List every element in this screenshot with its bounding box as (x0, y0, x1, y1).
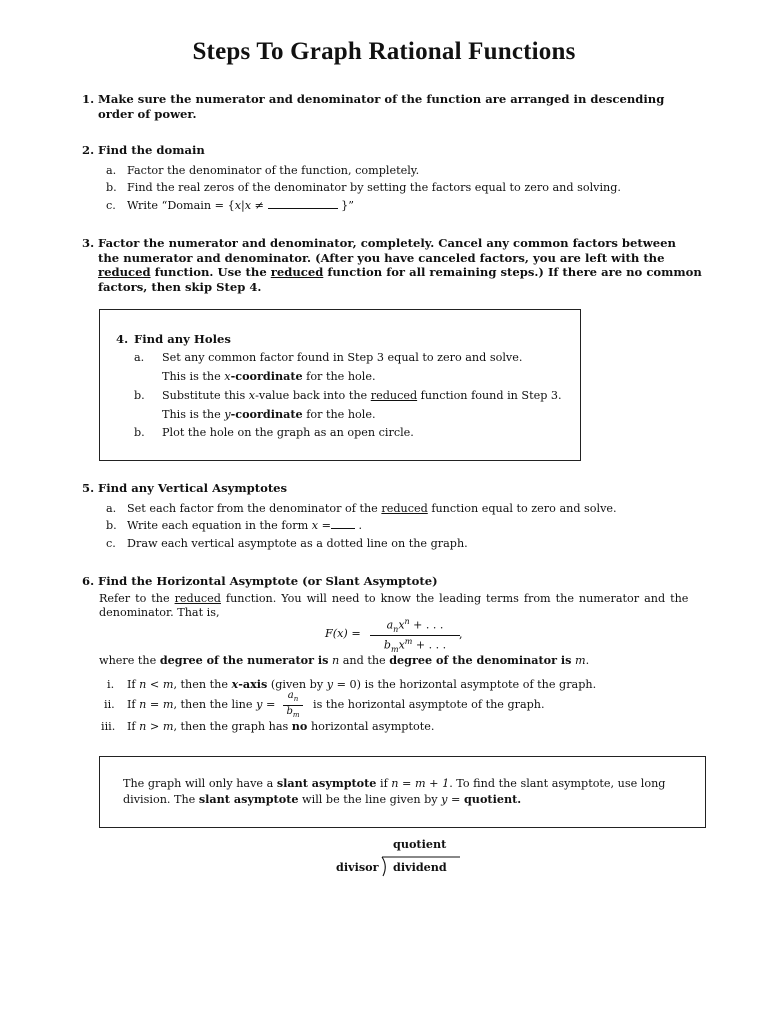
step-4b-label: b. (134, 389, 145, 402)
step-6-number: 6. (82, 574, 95, 588)
step-2-number: 2. (82, 143, 95, 157)
formula-fraction (370, 617, 460, 654)
case-ii-fraction-numerator: $a_n$ (283, 690, 303, 706)
step-3-line-3: reduced function. Use the reduced function for all remaining steps.) If there are no common (98, 265, 702, 279)
division-bracket (376, 854, 462, 878)
step-5-heading: Find any Vertical Asymptotes (98, 481, 288, 495)
division-quotient: quotient (393, 837, 447, 851)
step-5b-label: b. (106, 519, 117, 532)
step-4c-label: b. (134, 426, 145, 439)
step-3-line-2: the numerator and denominator. (After you have canceled factors, you are left with the (98, 250, 665, 265)
equation-blank (331, 518, 355, 529)
formula-comma: , (459, 628, 463, 641)
case-iii-text: If n > m, then the graph has no horizontal asymptote. (127, 719, 435, 733)
slant-line-1: The graph will only have a slant asymptote if n = m + 1. To find the slant asymptote, use long (123, 776, 666, 790)
step-6-heading: Find the Horizontal Asymptote (or Slant Asymptote) (98, 574, 438, 588)
case-i-text: If n < m, then the x-axis (given by y = 0) is the horizontal asymptote of the graph. (127, 677, 597, 691)
step-6-paragraph-line-1: Refer to the reduced function. You will need to know the leading terms from the numerator and the (99, 592, 689, 605)
division-dividend: dividend (393, 860, 447, 874)
slant-line-2: division. The slant asymptote will be the line given by y = quotient. (123, 792, 522, 806)
degree-sentence: where the degree of the numerator is n and the degree of the denominator is m. (99, 653, 590, 667)
step-2b-label: b. (106, 181, 117, 194)
step-1-number: 1. (82, 92, 95, 106)
case-ii-fraction-denominator: $b_m$ (286, 706, 300, 719)
step-4-heading: Find any Holes (134, 332, 231, 346)
step-5c-label: c. (106, 537, 116, 550)
case-ii-text-end: is the horizontal asymptote of the graph. (313, 698, 545, 711)
domain-blank (268, 198, 338, 209)
formula-denominator: $b_mx^m$ + . . . (383, 636, 447, 654)
step-2c-text: Write “Domain = {x|x ≠ }” (127, 199, 354, 212)
step-4a-note: This is the x-coordinate for the hole. (162, 369, 376, 383)
step-2b-text: Find the real zeros of the denominator by setting the factors equal to zero and solving. (127, 181, 621, 194)
case-iii-label: iii. (101, 720, 116, 733)
case-ii-label: ii. (104, 698, 115, 711)
step-4a-label: a. (134, 351, 145, 364)
division-divisor: divisor (336, 860, 379, 874)
step-4a-text: Set any common factor found in Step 3 equal to zero and solve. (162, 351, 523, 364)
case-ii-fraction (283, 690, 303, 721)
step-4b-text: Substitute this x-value back into the reduced function found in Step 3. (162, 389, 562, 402)
step-2-heading: Find the domain (98, 143, 205, 157)
formula-numerator: $a_nx^n$ + . . . (370, 617, 460, 636)
step-3-number: 3. (82, 236, 95, 250)
step-5a-text: Set each factor from the denominator of the reduced function equal to zero and solve. (127, 502, 617, 515)
step-5a-label: a. (106, 502, 117, 515)
step-6-paragraph-line-2: denominator. That is, (99, 606, 220, 619)
step-5c-text: Draw each vertical asymptote as a dotted line on the graph. (127, 537, 468, 550)
formula-lhs: F(x) = (325, 627, 361, 640)
step-3-line-1: Factor the numerator and denominator, completely. Cancel any common factors between (98, 236, 676, 250)
step-5-number: 5. (82, 481, 95, 495)
step-4-number: 4. (116, 332, 129, 346)
step-1-text: Make sure the numerator and denominator of the function are arranged in descending order of power. (98, 92, 665, 121)
step-4b-note: This is the y-coordinate for the hole. (162, 407, 376, 421)
step-4c-text: Plot the hole on the graph as an open circle. (162, 426, 414, 439)
step-5b-text: Write each equation in the form x = . (127, 519, 363, 532)
step-3-line-4: factors, then skip Step 4. (98, 279, 262, 294)
page-title: Steps To Graph Rational Functions (192, 38, 576, 65)
step-2a-text: Factor the denominator of the function, completely. (127, 164, 420, 177)
step-2c-label: c. (106, 199, 116, 212)
step-2a-label: a. (106, 164, 117, 177)
case-i-label: i. (107, 678, 115, 691)
case-ii-text: If n = m, then the line y = (127, 698, 276, 711)
